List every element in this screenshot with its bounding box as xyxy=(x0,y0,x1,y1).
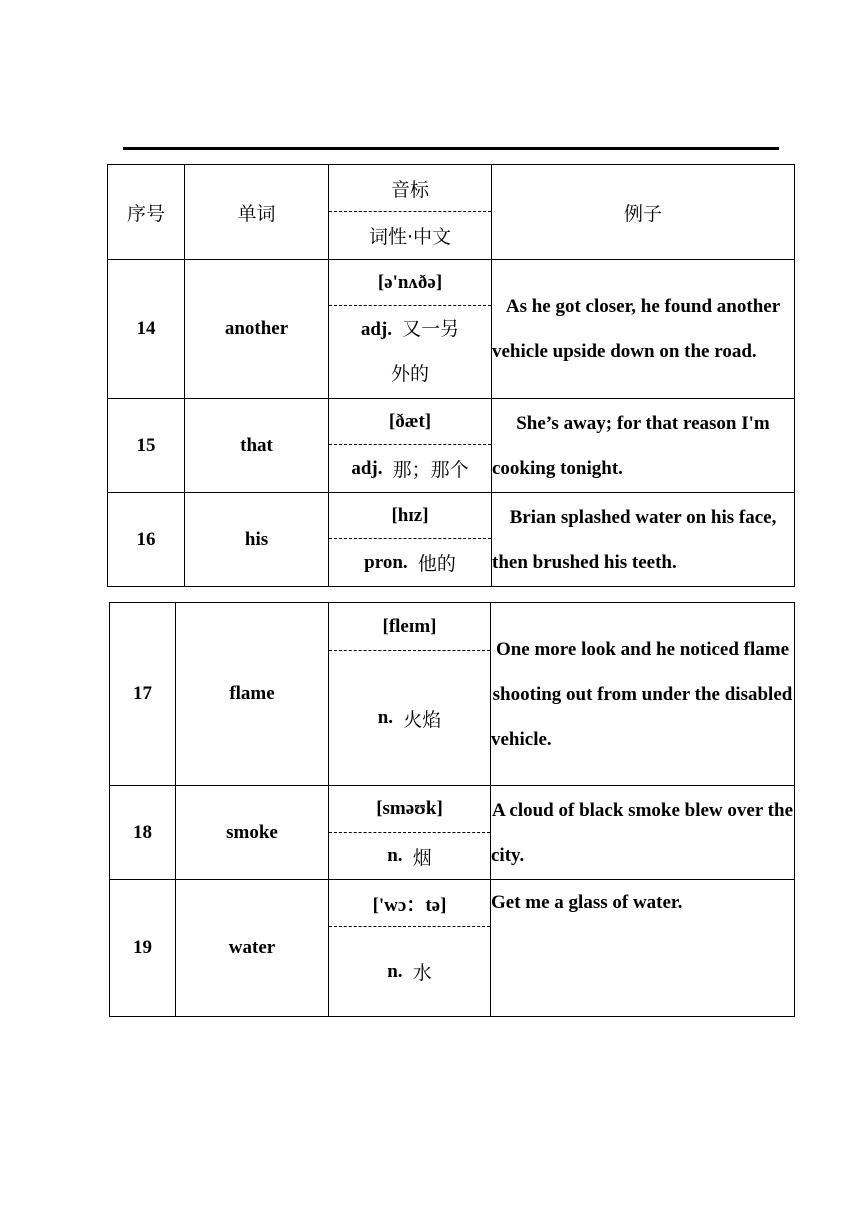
phonetic-cell xyxy=(329,399,492,493)
table-row xyxy=(108,399,795,493)
meaning-line-1: 他的 xyxy=(417,553,456,575)
phonetic: [hɪz] xyxy=(329,493,491,539)
phonetic-cell xyxy=(329,786,491,880)
table-row xyxy=(108,260,795,399)
example-sentence: Get me a glass of water. xyxy=(491,880,795,1017)
header-example: 例子 xyxy=(492,165,795,260)
pos-meaning xyxy=(329,445,491,492)
pos-meaning xyxy=(329,833,490,879)
example-sentence: She’s away; for that reason I'm cooking tonight. xyxy=(492,399,795,493)
part-of-speech: adj. xyxy=(360,319,392,340)
vocab-table-2 xyxy=(109,602,795,1017)
vocab-table-1 xyxy=(107,164,795,587)
row-word: flame xyxy=(176,603,329,786)
meaning-line-1: 又一另 xyxy=(402,318,460,340)
table-row xyxy=(110,880,795,1017)
meaning-line-1: 烟 xyxy=(412,846,432,869)
header-phonetic: 音标 xyxy=(329,165,491,212)
row-word: that xyxy=(185,399,329,493)
phonetic: [sməʊk] xyxy=(329,786,490,833)
phonetic-cell xyxy=(329,880,491,1017)
meaning-line-1: 水 xyxy=(412,962,432,984)
example-sentence: A cloud of black smoke blew over the city. xyxy=(491,786,795,880)
phonetic: ['wɔ：tə] xyxy=(329,880,490,927)
part-of-speech: pron. xyxy=(364,551,408,573)
part-of-speech: n. xyxy=(377,707,394,728)
part-of-speech: adj. xyxy=(351,457,383,479)
meaning-line-1: 火焰 xyxy=(403,708,442,731)
row-word: another xyxy=(185,260,329,399)
phonetic-cell xyxy=(329,260,492,399)
example-sentence: Brian splashed water on his face, then brushed his teeth. xyxy=(492,493,795,587)
table-row xyxy=(108,493,795,587)
pos-meaning xyxy=(329,651,490,785)
header-pos-meaning: 词性·中文 xyxy=(368,226,452,248)
header-index: 序号 xyxy=(108,165,185,260)
row-number: 17 xyxy=(110,603,176,786)
example-sentence: One more look and he noticed flame shooting out from under the disabled vehicle. xyxy=(491,603,795,786)
table-row xyxy=(110,603,795,786)
pos-meaning xyxy=(329,306,491,398)
meaning-line-2: 外的 xyxy=(390,363,429,385)
phonetic-cell xyxy=(329,493,492,587)
phonetic-cell xyxy=(329,603,491,786)
header-row xyxy=(108,165,795,260)
row-number: 15 xyxy=(108,399,185,493)
row-word: smoke xyxy=(176,786,329,880)
phonetic: [fleɪm] xyxy=(329,603,490,651)
row-number: 14 xyxy=(108,260,185,399)
table-row xyxy=(110,786,795,880)
row-number: 16 xyxy=(108,493,185,587)
phonetic: [ðæt] xyxy=(329,399,491,445)
row-number: 18 xyxy=(110,786,176,880)
meaning-line-1: 那；那个 xyxy=(392,459,469,481)
row-word: water xyxy=(176,880,329,1017)
pos-meaning xyxy=(329,927,490,1016)
header-word: 单词 xyxy=(185,165,329,260)
example-sentence: As he got closer, he found another vehicle upside down on the road. xyxy=(492,260,795,399)
part-of-speech: n. xyxy=(387,960,403,982)
pos-meaning xyxy=(329,539,491,586)
part-of-speech: n. xyxy=(387,845,403,866)
row-number: 19 xyxy=(110,880,176,1017)
top-rule xyxy=(123,147,779,150)
phonetic: [ə'nʌðə] xyxy=(329,260,491,306)
header-phonetic-cell xyxy=(329,165,492,260)
row-word: his xyxy=(185,493,329,587)
